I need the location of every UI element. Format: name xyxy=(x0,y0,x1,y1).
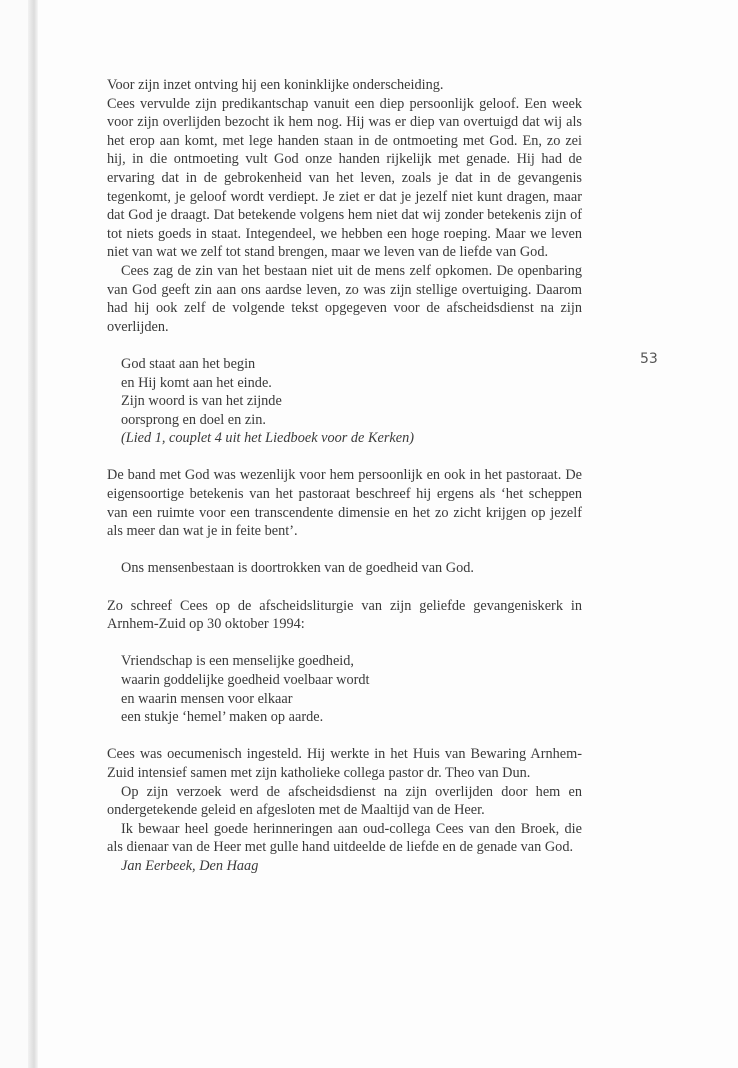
quote-line: Ons mensenbestaan is doortrokken van de goedheid van God. xyxy=(121,560,474,577)
paragraph-8: Ik bewaar heel goede herinneringen aan oud-collega Cees van den Broek, die als dienaar van de Heer met gulle hand uitdeelde de liefde en de genade van God. xyxy=(107,820,582,856)
paragraph-7: Op zijn verzoek werd de afscheidsdienst na zijn overlijden door hem en ondergetekende geleid en afgesloten met de Maaltijd van de Heer. xyxy=(107,783,582,819)
poem-line: een stukje ‘hemel’ maken op aarde. xyxy=(121,709,324,726)
body-text xyxy=(107,76,582,876)
page-number: 53 xyxy=(640,351,658,367)
paragraph-5: Zo schreef Cees op de afscheidsliturgie van zijn geliefde gevangeniskerk in Arnhem-Zuid op 30 oktober 1994: xyxy=(107,597,582,633)
signature: Jan Eerbeek, Den Haag xyxy=(121,857,259,874)
poem-line: waarin goddelijke goedheid voelbaar wordt xyxy=(121,672,370,688)
poem-line: en waarin mensen voor elkaar xyxy=(121,690,293,707)
poem-line: oorsprong en doel en zin. xyxy=(121,411,266,428)
paragraph-4: De band met God was wezenlijk voor hem persoonlijk en ook in het pastoraat. De eigensoortige betekenis van het pastoraat beschreef hij ergens als ‘het scheppen van een ruimte voor een transcendente dimensie en het zo zicht krijgen op jezelf als meer dan wat je in feite bent’. xyxy=(107,467,582,540)
poem-vriendschap xyxy=(107,652,582,726)
poem-source: (Lied 1, couplet 4 uit het Liedboek voor de Kerken) xyxy=(121,430,415,447)
poem-line: Zijn woord is van het zijnde xyxy=(121,393,282,410)
paragraph-1: Voor zijn inzet ontving hij een koninklijke onderscheiding. xyxy=(107,77,444,93)
page-edge xyxy=(0,0,28,1068)
paragraph-2: Cees vervulde zijn predikantschap vanuit een diep persoonlijk geloof. Een week voor zijn overlijden bezocht ik hem nog. Hij was er diep van overtuigd dat wij als het erop aan komt, met lege handen staan in de ontmoeting met God. En, zo zei hij, in die ontmoeting vult God onze handen rijkelijk met genade. Hij had de ervaring dat in de gebrokenheid van het leven, zoals je dat in de gevangenis tegenkomt, je geloof wordt verdiept. Je ziet er dat je jezelf niet kunt dragen, maar dat God je draagt. Dat betekende volgens hem niet dat wij zonder betekenis zijn of tot niets goeds in staat. Integendeel, we hebben een hoge roeping. Maar we leven niet van wat we zelf tot stand brengen, maar we leven van de liefde van God. xyxy=(107,95,582,261)
paragraph-6: Cees was oecumenisch ingesteld. Hij werkte in het Huis van Bewaring Arnhem-Zuid intensief samen met zijn katholieke collega pastor dr. Theo van Dun. xyxy=(107,746,582,781)
poem-line: God staat aan het begin xyxy=(121,355,256,372)
paragraph-3: Cees zag de zin van het bestaan niet uit de mens zelf opkomen. De openbaring van God geeft zin aan ons aardse leven, zo was zijn stellige overtuiging. Daarom had hij ook zelf de volgende tekst opgegeven voor de afscheidsdienst na zijn overlijden. xyxy=(107,262,582,335)
poem-line: Vriendschap is een menselijke goedheid, xyxy=(121,653,354,670)
book-spine-shadow xyxy=(28,0,38,1068)
poem-line: en Hij komt aan het einde. xyxy=(121,374,272,391)
poem-lied-1 xyxy=(107,355,582,448)
